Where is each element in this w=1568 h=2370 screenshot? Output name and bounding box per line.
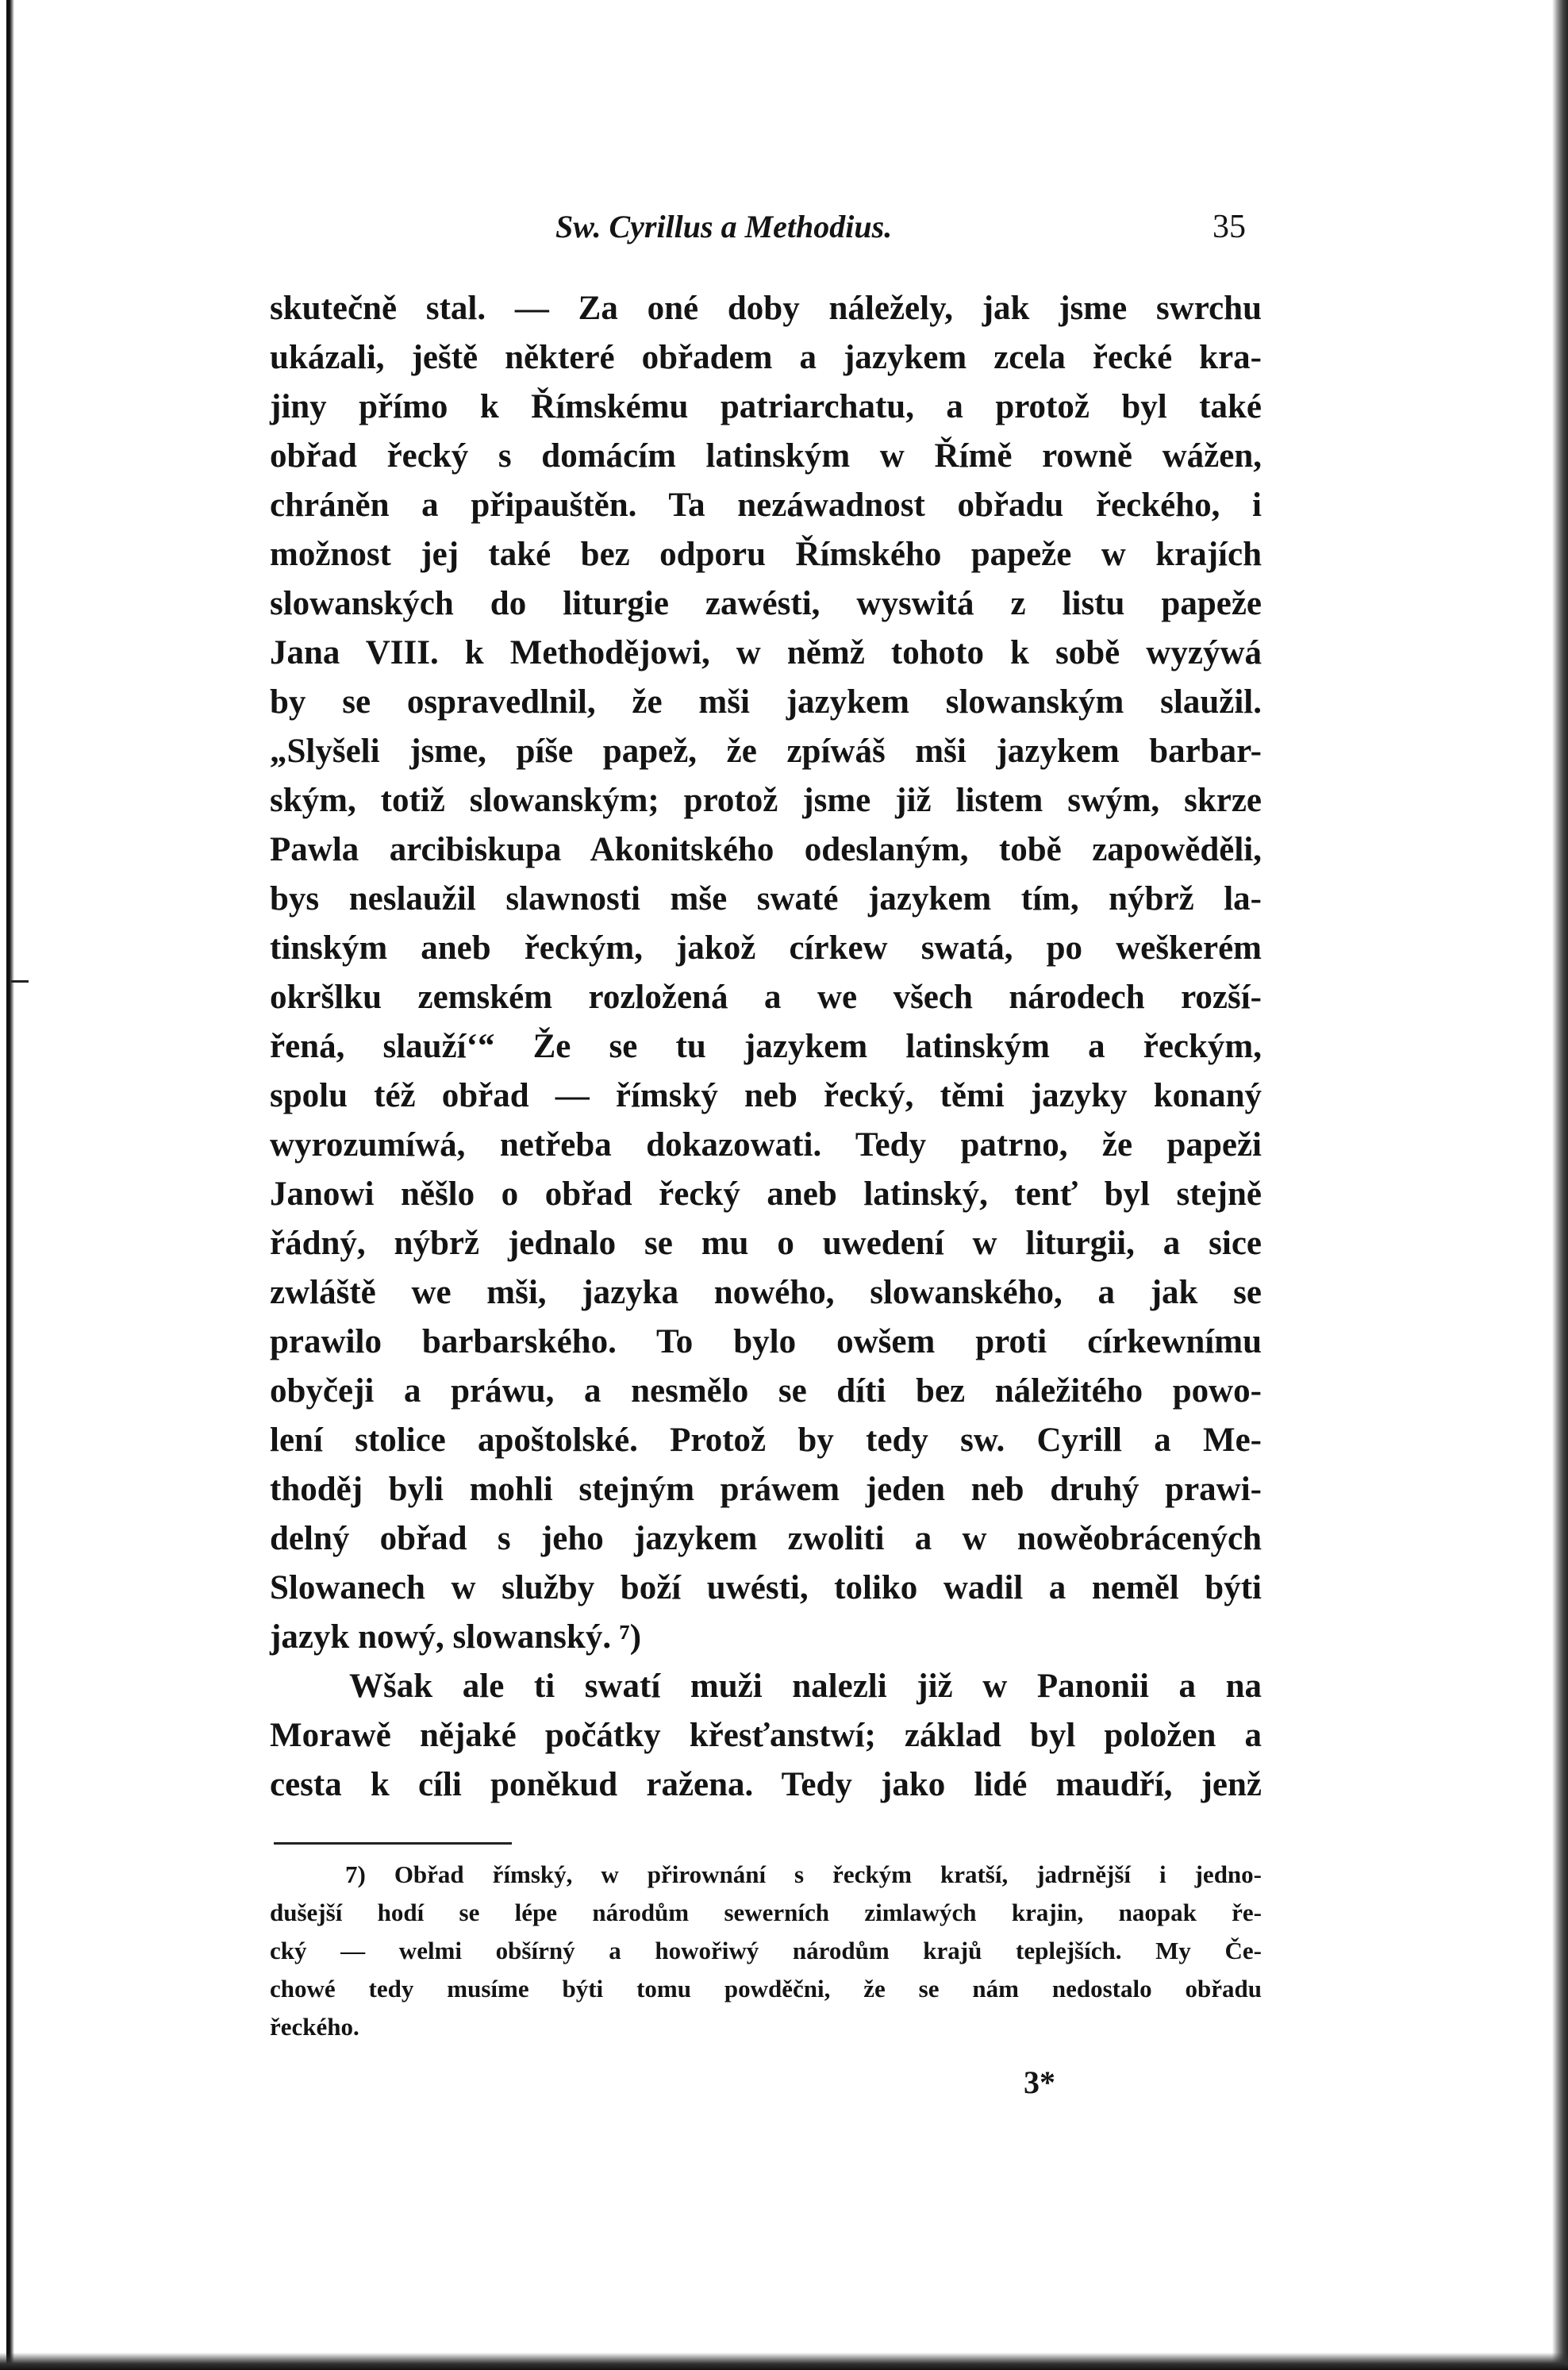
text-line: prawilo barbarského. To bylo owšem proti církewnímu [270,1323,1262,1360]
text-line: Morawě nějaké počátky křesťanstwí; základ byl položen a [270,1717,1262,1754]
text-line: řádný, nýbrž jednalo se mu o uwedení w liturgii, a sice [270,1225,1262,1262]
text-line: tinským aneb řeckým, jakož církew swatá, po weškerém [270,929,1262,967]
text-line: „Slyšeli jsme, píše papež, že zpíwáš mši jazykem barbar- [270,733,1262,770]
footnote [270,1856,1262,2046]
footnote-line: chowé tedy musíme býti tomu powděčni, že se nám nedostalo obřadu [270,1975,1262,2003]
text-line: Jana VIII. k Methodějowi, w němž tohoto k sobě wyzýwá [270,634,1262,671]
text-line: ským, totiž slowanským; protož jsme již listem swým, skrze [270,782,1262,819]
text-line: chráněn a připauštěn. Ta nezáwadnost obřadu řeckého, i [270,487,1262,524]
footnote-line: dušejší hodí se lépe národům sewerních zimlawých krajin, naopak ře- [270,1899,1262,1926]
footnote-rule [274,1842,512,1845]
main-text [270,284,1262,1810]
text-line: řená, slaužíʻ“ Že se tu jazykem latinským a řeckým, [270,1028,1262,1065]
text-line: skutečně stal. — Za oné doby náležely, jak jsme swrchu [270,290,1262,327]
text-line: lení stolice apoštolské. Protož by tedy sw. Cyrill a Me- [270,1422,1262,1459]
text-line: thoděj byli mohli stejným práwem jeden neb druhý prawi- [270,1471,1262,1508]
text-line: okršlku zemském rozložená a we všech národech rozší- [270,979,1262,1016]
text-line: možnost jej také bez odporu Římského papeže w krajích [270,536,1262,573]
text-line: Pawla arcibiskupa Akonitského odeslaným, tobě zapowěděli, [270,831,1262,868]
text-line: spolu též obřad — římský neb řecký, těmi jazyky konaný [270,1077,1262,1114]
text-line: bys neslaužil slawnosti mše swaté jazykem tím, nýbrž la- [270,880,1262,918]
text-line: slowanských do liturgie zawésti, wyswitá z listu papeže [270,585,1262,622]
text-line: jiny přímo k Římskému patriarchatu, a protož byl také [270,388,1262,425]
footnote-line: řeckého. [270,2013,359,2041]
text-line: ukázali, ještě některé obřadem a jazykem zcela řecké kra- [270,339,1262,376]
scan-margin-tick [11,980,29,983]
footnote-line: 7) Obřad římský, w přirownání s řeckým kratší, jadrnější i jedno- [345,1860,1262,1888]
scan-edge-right [1552,0,1568,2370]
text-line: delný obřad s jeho jazykem zwoliti a w nowěobrácených [270,1520,1262,1557]
text-line: cesta k cíli poněkud ražena. Tedy jako lidé maudří, jenž [270,1766,1262,1803]
text-line: wyrozumíwá, netřeba dokazowati. Tedy patrno, že papeži [270,1126,1262,1164]
text-line: Slowanech w služby boží uwésti, toliko wadil a neměl býti [270,1569,1262,1606]
text-line: obyčeji a práwu, a nesmělo se díti bez náležitého powo- [270,1372,1262,1410]
signature-mark: 3* [1024,2064,1055,2100]
text-line: Janowi něšlo o obřad řecký aneb latinský, tenť byl stejně [270,1175,1262,1213]
text-line: zwláště we mši, jazyka nowého, slowanského, a jak se [270,1274,1262,1311]
page-header [270,208,1246,256]
text-line: Wšak ale ti swatí muži nalezli již w Panonii a na [349,1668,1262,1705]
scan-edge-left [6,0,14,2370]
footnote-line: cký — welmi obšírný a howořiwý národům krajů teplejších. My Če- [270,1937,1262,1964]
text-line: by se ospravedlnil, že mši jazykem slowanským slaužil. [270,683,1262,721]
page-number: 35 [1213,209,1246,245]
text-line: obřad řecký s domácím latinským w Římě rowně wážen, [270,437,1262,475]
text-line: jazyk nowý, slowanský. ⁷) [270,1618,642,1656]
running-title: Sw. Cyrillus a Methodius. [555,209,893,244]
scan-edge-bottom [0,2353,1568,2370]
